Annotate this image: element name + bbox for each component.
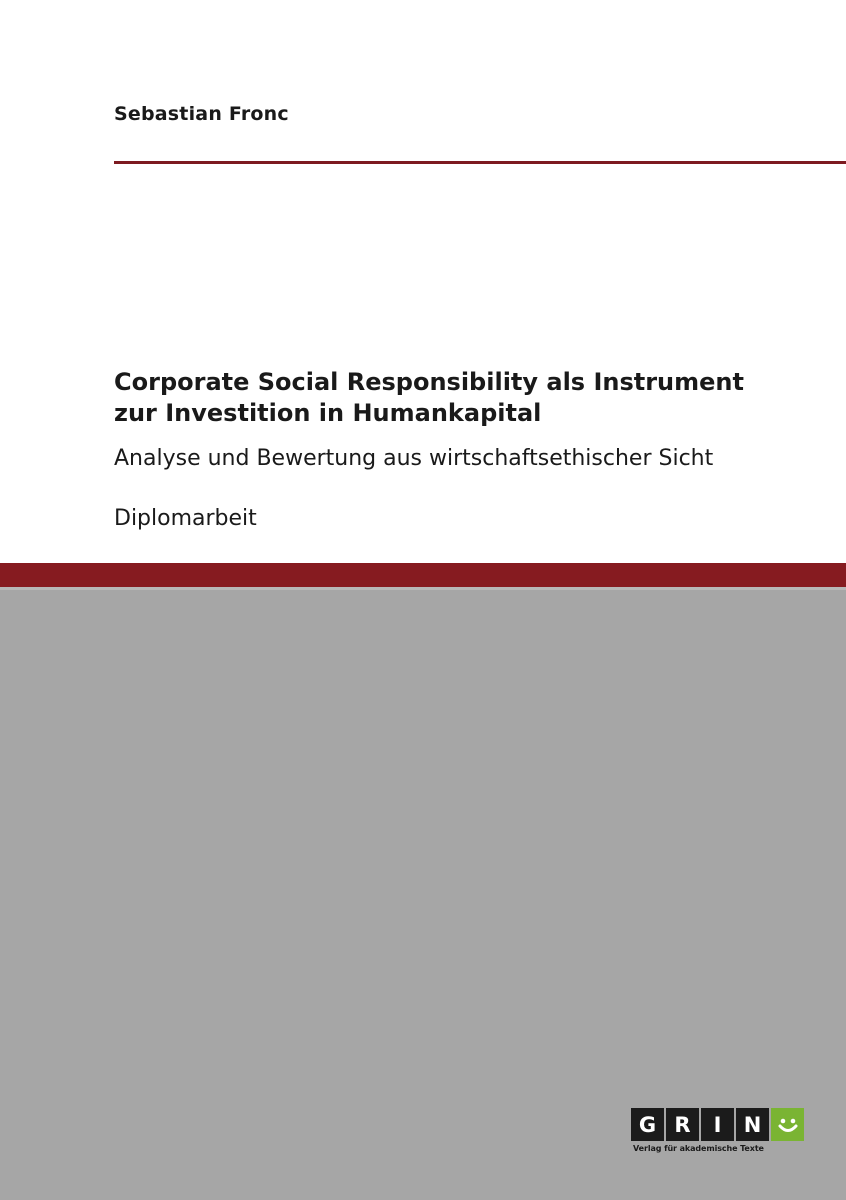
publisher-tagline: Verlag für akademische Texte — [633, 1144, 764, 1153]
logo-letter-i: I — [701, 1108, 734, 1141]
document-type: Diplomarbeit — [114, 506, 257, 531]
publisher-logo — [631, 1108, 803, 1158]
book-title — [114, 367, 814, 429]
smile-icon — [771, 1108, 804, 1141]
author-divider — [114, 161, 846, 164]
book-title-line-2: zur Investition in Humankapital — [114, 399, 542, 427]
book-subtitle: Analyse und Bewertung aus wirtschaftsethischer Sicht — [114, 446, 714, 471]
author-name: Sebastian Fronc — [114, 103, 289, 125]
logo-letter-r: R — [666, 1108, 699, 1141]
book-title-line-1: Corporate Social Responsibility als Instrument — [114, 368, 744, 396]
logo-letter-n: N — [736, 1108, 769, 1141]
logo-letter-g: G — [631, 1108, 664, 1141]
accent-band — [0, 563, 846, 587]
cover-top-panel — [0, 0, 846, 563]
logo-letter-row — [631, 1108, 804, 1141]
